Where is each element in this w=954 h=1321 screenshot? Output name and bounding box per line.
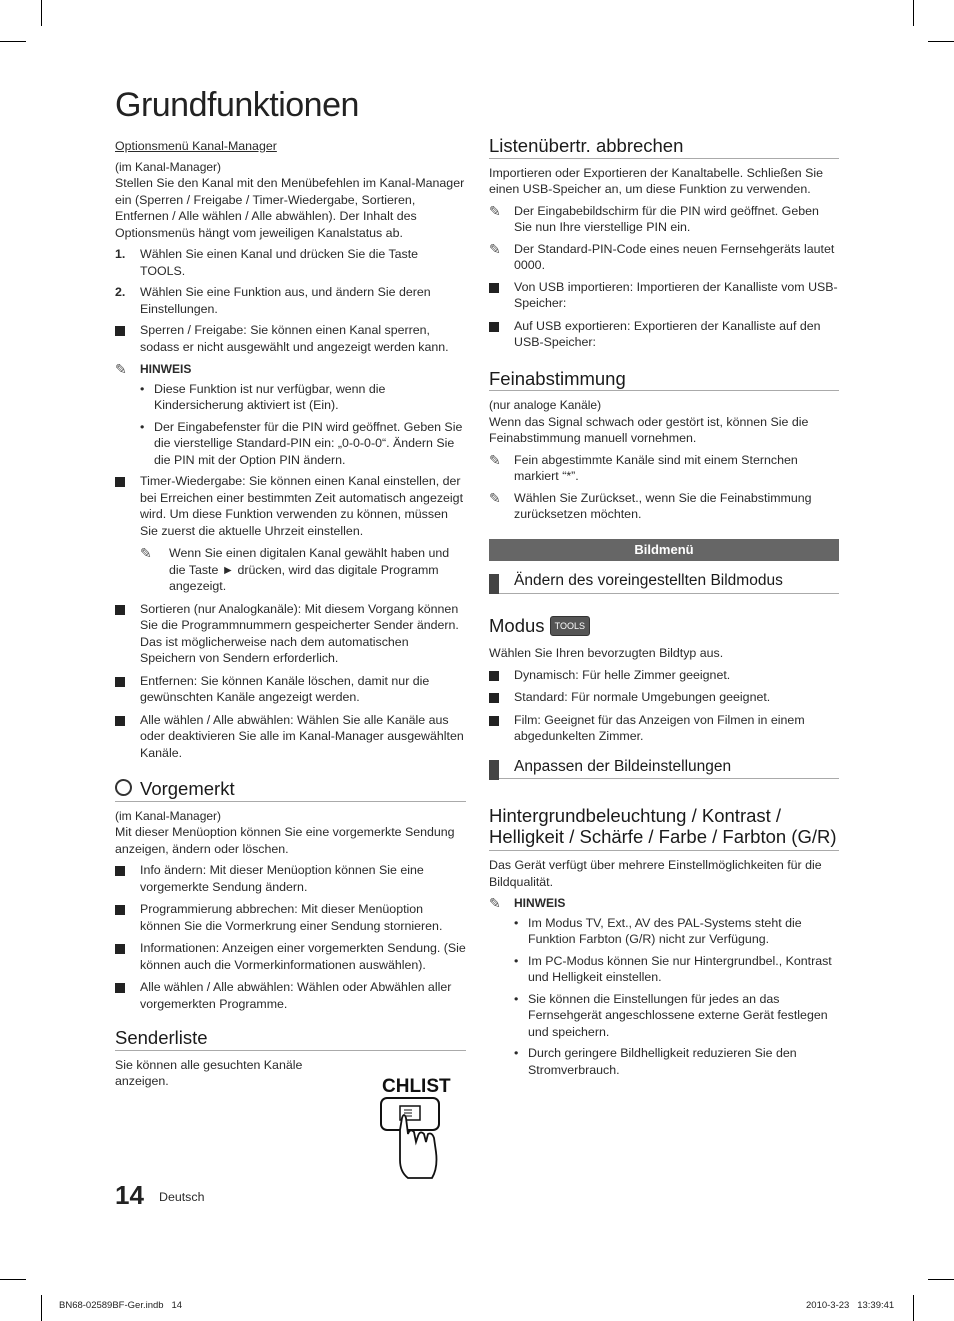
pencil-icon: ✎ — [115, 361, 127, 377]
right-column — [489, 135, 839, 1083]
note-item — [489, 452, 839, 485]
bullet-text: Der Eingabefenster für die PIN wird geöffnet. Geben Sie die vierstellige Standard-PIN ein: „0-0-0-0“. Ändern Sie die PIN mit der Option PIN ändern. — [154, 419, 463, 467]
modus-intro: Wählen Sie Ihren bevorzugten Bildtyp aus. — [489, 646, 724, 660]
note-item — [489, 203, 839, 236]
step-text: Wählen Sie einen Kanal und drücken Sie die Taste TOOLS. — [140, 247, 419, 278]
list-item-text: Entfernen: Sie können Kanäle löschen, damit nur die gewünschten Kanäle angezeigt werden. — [140, 673, 430, 704]
square-bullet-icon — [489, 322, 499, 332]
vorgemerkt-sub: (im Kanal-Manager) — [115, 808, 222, 823]
list-item — [489, 712, 839, 745]
hinweis-header — [489, 895, 839, 912]
bullet-item — [489, 953, 839, 986]
step-number: 2. — [115, 285, 126, 299]
bullet-text: Im PC-Modus können Sie nur Hintergrundbel., Kontrast und Helligkeit einstellen. — [528, 953, 832, 984]
section-bar-icon — [489, 760, 499, 780]
list-item — [489, 667, 839, 684]
crop-mark — [928, 1279, 954, 1280]
square-bullet-icon — [115, 866, 125, 876]
section-bar-icon — [489, 574, 499, 594]
section-heading-feinabstimmung: Feinabstimmung — [489, 371, 839, 392]
pencil-icon: ✎ — [140, 545, 152, 561]
pencil-icon: ✎ — [489, 202, 501, 219]
options-menu-heading: Optionsmenü Kanal-Manager — [115, 139, 277, 153]
bullet-item — [489, 915, 839, 948]
step-text: Wählen Sie eine Funktion aus, und ändern Sie deren Einstellungen. — [140, 285, 431, 316]
square-bullet-icon — [115, 905, 125, 915]
square-bullet-icon — [115, 677, 125, 687]
note-item — [489, 490, 839, 523]
remote-illustration — [372, 1072, 452, 1189]
clock-icon — [115, 779, 132, 796]
hinweis-header — [115, 361, 466, 378]
list-item-text: Auf USB exportieren: Exportieren der Kanalliste auf den USB-Speicher: — [514, 318, 821, 349]
list-item — [115, 673, 466, 706]
fein-sub: (nur analoge Kanäle) — [489, 398, 602, 412]
bullet-item — [115, 381, 466, 414]
list-item — [489, 318, 839, 351]
list-item-text: Alle wählen / Alle abwählen: Wählen Sie alle Kanäle aus oder deaktivieren Sie alle im Kanal-Manager ausgewählten Kanäle. — [140, 712, 464, 760]
list-item-text: Sperren / Freigabe: Sie können einen Kanal sperren, sodass er nicht ausgewählt und angezeigt werden kann. — [140, 323, 449, 354]
crop-mark — [41, 1295, 42, 1321]
hinweis-label: HINWEIS — [140, 362, 192, 376]
crop-mark — [41, 0, 42, 26]
list-item-text: Timer-Wiedergabe: Sie können einen Kanal einstellen, der bei Erreichen einer bestimmten Zeit automatisch angezeigt wird. Um diese Funktion verwenden zu können, müssen Sie zuerst die aktuelle Uhrzeit einstellen. — [140, 474, 464, 538]
heading-text: Ändern des voreingestellten Bildmodus — [514, 572, 783, 589]
bullet-dot: • — [514, 953, 519, 968]
heading-text: Vorgemerkt — [140, 778, 235, 799]
options-menu-intro: Stellen Sie den Kanal mit den Menübefehlen im Kanal-Manager ein (Sperren / Freigabe / Timer-Wiedergabe, Sortieren, Entfernen / Alle wählen / Alle abwählen). Der Inhalt des Optionsmenüs hängt vom jeweiligen Kanalstatus ab. — [115, 176, 465, 240]
list-item-text: Sortieren (nur Analogkanäle): Mit diesem Vorgang können Sie die Programmnummern gespeicherter Sender ändern. Das ist möglicherweise nach dem automatischen Speichern von Sendern erforderlich. — [140, 601, 459, 665]
fein-intro: Wenn das Signal schwach oder gestört ist, können Sie die Feinabstimmung manuell vornehmen. — [489, 414, 809, 445]
subsection-heading-anpassen — [489, 759, 839, 780]
note-text: Der Standard-PIN-Code eines neuen Fernsehgeräts lautet 0000. — [514, 241, 835, 272]
slug-left: BN68-02589BF-Ger.indb 14 — [59, 1300, 183, 1311]
heading-text: Modus — [489, 614, 545, 636]
bullet-text: Sie können die Einstellungen für jedes an das Fernsehgerät angeschlossene externe Gerät festlegen und speichern. — [528, 991, 828, 1039]
bullet-dot: • — [514, 991, 519, 1006]
step-number: 1. — [115, 247, 126, 261]
crop-mark — [0, 41, 26, 42]
senderliste-text: Sie können alle gesuchten Kanäle anzeigen. — [115, 1057, 303, 1088]
tools-badge-icon: TOOLS — [550, 616, 590, 637]
square-bullet-icon — [115, 326, 125, 336]
note-text: Wenn Sie einen digitalen Kanal gewählt haben und die Taste ► drücken, wird das digitale Programm angezeigt. — [169, 546, 450, 593]
note-text: Wählen Sie Zurückset., wenn Sie die Feinabstimmung zurücksetzen möchten. — [514, 490, 812, 521]
bullet-item — [489, 1045, 839, 1078]
bullet-dot: • — [514, 915, 519, 930]
list-item — [115, 940, 466, 973]
list-item — [489, 279, 839, 312]
note-item — [115, 545, 466, 595]
step-1 — [115, 246, 466, 279]
footer-language: Deutsch — [159, 1190, 205, 1204]
section-heading-modus — [489, 616, 839, 640]
list-item-text: Alle wählen / Alle abwählen: Wählen oder Abwählen aller vorgemerkten Programme. — [140, 980, 452, 1011]
bullet-dot: • — [140, 381, 145, 396]
square-bullet-icon — [115, 605, 125, 615]
pencil-icon: ✎ — [489, 895, 501, 911]
step-2 — [115, 284, 466, 317]
square-bullet-icon — [115, 716, 125, 726]
list-item-text: Informationen: Anzeigen einer vorgemerkten Sendung. (Sie können auch die Vormerkinformationen auswählen). — [140, 941, 466, 972]
heading-text: Anpassen der Bildeinstellungen — [514, 757, 732, 775]
list-item — [115, 862, 466, 895]
crop-mark — [928, 41, 954, 42]
bullet-text: Diese Funktion ist nur verfügbar, wenn die Kindersicherung aktiviert ist (Ein). — [154, 381, 386, 412]
list-item — [115, 601, 466, 667]
bullet-text: Im Modus TV, Ext., AV des PAL-Systems steht die Funktion Farbton (G/R) nicht zur Verfügung. — [528, 915, 802, 946]
square-bullet-icon — [489, 716, 499, 726]
list-item-text: Von USB importieren: Importieren der Kanalliste vom USB-Speicher: — [514, 279, 838, 310]
page-title: Grundfunktionen — [115, 86, 359, 124]
list-item — [115, 712, 466, 762]
bullet-item — [115, 419, 466, 469]
note-text: Der Eingabebildschirm für die PIN wird geöffnet. Geben Sie nun Ihre vierstellige PIN ein. — [514, 203, 819, 234]
hinweis-label: HINWEIS — [514, 896, 566, 910]
vorgemerkt-intro: Mit dieser Menüoption können Sie eine vorgemerkte Sendung anzeigen, ändern oder löschen. — [115, 825, 455, 856]
section-heading-hintergrund: Hintergrundbeleuchtung / Kontrast / Helligkeit / Schärfe / Farbe / Farbton (G/R) — [489, 805, 839, 851]
list-item-text: Programmierung abbrechen: Mit dieser Menüoption können Sie die Vormerkrung einer Sendung stornieren. — [140, 902, 443, 933]
slug-right: 2010-3-23 13:39:41 — [806, 1300, 895, 1311]
pencil-icon: ✎ — [489, 451, 501, 468]
note-text: Fein abgestimmte Kanäle sind mit einem Sternchen markiert “*”. — [514, 452, 798, 483]
list-item — [115, 979, 466, 1012]
crop-mark — [913, 0, 914, 26]
bildmenue-banner: Bildmenü — [489, 539, 839, 562]
square-bullet-icon — [115, 477, 125, 487]
left-column — [115, 138, 466, 1095]
square-bullet-icon — [489, 283, 499, 293]
pencil-icon: ✎ — [489, 489, 501, 506]
section-heading-vorgemerkt — [115, 779, 466, 802]
bullet-text: Durch geringere Bildhelligkeit reduzieren Sie den Stromverbrauch. — [528, 1046, 797, 1077]
square-bullet-icon — [115, 983, 125, 993]
hinter-intro: Das Gerät verfügt über mehrere Einstellmöglichkeiten für die Bildqualität. — [489, 858, 822, 889]
page-number: 14 — [115, 1180, 144, 1210]
note-item — [489, 241, 839, 274]
list-item — [115, 901, 466, 934]
list-item-text: Info ändern: Mit dieser Menüoption können Sie eine vorgemerkte Sendung ändern. — [140, 863, 424, 894]
section-heading-senderliste: Senderliste — [115, 1030, 466, 1051]
bullet-dot: • — [514, 1046, 519, 1060]
list-item-text: Dynamisch: Für helle Zimmer geeignet. — [514, 667, 731, 682]
square-bullet-icon — [489, 693, 499, 703]
crop-mark — [0, 1279, 26, 1280]
list-item — [115, 322, 466, 355]
section-heading-listen: Listenübertr. abbrechen — [489, 138, 839, 159]
bullet-item — [489, 991, 839, 1041]
list-item-text: Standard: Für normale Umgebungen geeignet. — [514, 690, 771, 704]
list-item-text: Film: Geeignet für das Anzeigen von Filmen in einem abgedunkelten Zimmer. — [514, 712, 805, 743]
list-item — [115, 473, 466, 539]
square-bullet-icon — [489, 671, 499, 681]
listen-intro: Importieren oder Exportieren der Kanaltabelle. Schließen Sie einen USB-Speicher an, um diese Funktion zu verwenden. — [489, 165, 824, 196]
subsection-heading-aendern — [489, 573, 839, 594]
bullet-dot: • — [140, 419, 145, 434]
crop-mark — [913, 1295, 914, 1321]
chlist-label: CHLIST — [382, 1076, 451, 1097]
list-item — [489, 689, 839, 706]
pencil-icon: ✎ — [489, 240, 501, 257]
options-menu-sub: (im Kanal-Manager) — [115, 159, 222, 174]
square-bullet-icon — [115, 944, 125, 954]
